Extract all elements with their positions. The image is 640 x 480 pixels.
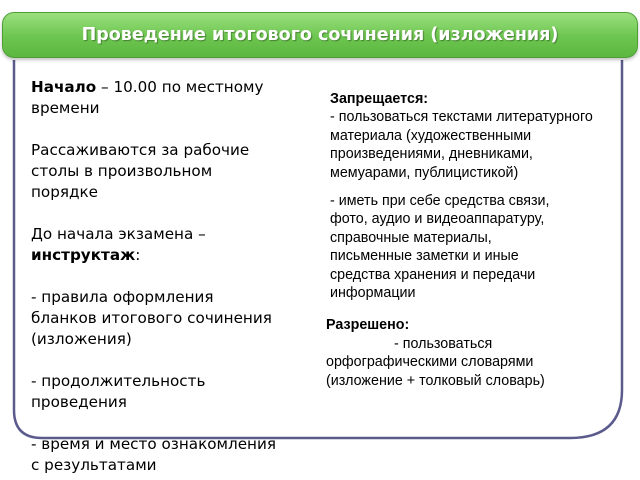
results-line-2: с результатами — [31, 456, 157, 474]
forbidden-1-line-3: произведениями, дневниками, — [330, 146, 533, 163]
duration-line-2: проведения — [31, 393, 127, 411]
forbidden-1-line-2: материала (художественными — [330, 127, 532, 144]
forbidden-2-line-5: средства хранения и передачи — [330, 266, 536, 283]
briefing-label: инструктаж — [31, 246, 136, 264]
page-title: Проведение итогового сочинения (изложения) — [81, 25, 559, 45]
rules-line-3: (изложения) — [31, 330, 132, 348]
rules-line-1: - правила оформления — [31, 288, 214, 306]
right-column — [326, 90, 636, 390]
start-line — [31, 77, 321, 98]
duration-line-1: - продолжительность — [31, 372, 206, 390]
allowed-line-1: - пользоваться — [394, 335, 493, 352]
forbidden-2-line-1: - иметь при себе средства связи, — [330, 193, 550, 210]
briefing-line-2 — [31, 245, 321, 266]
rules-line-2: бланков итогового сочинения — [31, 309, 272, 327]
seating-line-3: порядке — [31, 183, 99, 201]
briefing-colon: : — [135, 246, 141, 264]
title-bar — [2, 12, 638, 58]
seating-line-1: Рассаживаются за рабочие — [31, 141, 250, 159]
left-column — [31, 77, 321, 476]
start-time: – 10.00 по местному — [96, 78, 264, 96]
allowed-line-3: (изложение + толковый словарь) — [326, 372, 545, 389]
forbidden-2-line-2: фото, аудио и видеоаппаратуру, — [330, 211, 545, 228]
forbidden-2-line-4: письменные заметки и иные — [330, 248, 519, 265]
forbidden-1-line-4: мемуарами, публицистикой) — [330, 164, 519, 181]
start-line-2: времени — [31, 99, 100, 117]
forbidden-2-line-3: справочные материалы, — [330, 229, 492, 246]
results-line-1: - время и место ознакомления — [31, 435, 276, 453]
briefing-line-1: До начала экзамена – — [31, 225, 206, 243]
allowed-line-2: орфографическими словарями — [326, 354, 534, 371]
seating-line-2: столы в произвольном — [31, 162, 213, 180]
forbidden-heading: Запрещается: — [330, 91, 429, 107]
start-label: Начало — [31, 78, 97, 96]
allowed-heading: Разрешено: — [326, 317, 410, 334]
forbidden-2-line-6: информации — [330, 285, 416, 302]
forbidden-1-line-1: - пользоваться текстами литературного — [330, 109, 593, 126]
